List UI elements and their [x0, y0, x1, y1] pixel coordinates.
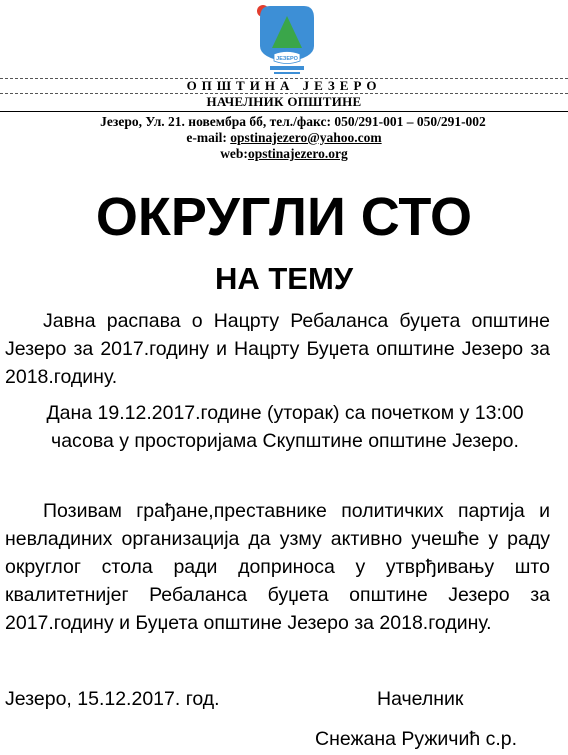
- contact-address: Језеро, Ул. 21. новембра бб, тел./факс: 050/291-001 – 050/291-002: [100, 114, 486, 129]
- web-label: web:: [220, 146, 248, 161]
- email-label: e-mail:: [186, 130, 231, 145]
- header-bottom-rule: [0, 111, 568, 112]
- body-paragraph-date: Дана 19.12.2017.године (уторак) са почетком у 13:00 часова у просторијама Скупштине општине Језеро.: [46, 402, 524, 452]
- logo-water: [270, 66, 304, 70]
- body-paragraph-topic: Јавна распава о Нацрту Ребаланса буџета општине Језеро за 2017.годину и Нацрту Буџета општине Језеро за 2018.годину.: [5, 310, 550, 388]
- email-link[interactable]: opstinajezero@yahoo.com: [230, 130, 382, 145]
- web-link[interactable]: opstinajezero.org: [247, 146, 348, 161]
- logo-text: ЈЕЗЕРО: [276, 56, 298, 62]
- signature-name: Снежана Ружичић с.р.: [315, 728, 518, 750]
- page-subtitle: НА ТЕМУ: [214, 261, 354, 296]
- body-paragraph-invitation: Позивам грађане,преставнике политичких партија и невладиних организација да узму активно учешће у раду округлог стола ради доприноса у утврђивању што квалитетнијег Ребаланса буџета општине Језеро за 2017.годину и Буџета општине Језеро за 2018.годину.: [5, 500, 550, 634]
- signature-title: Начелник: [377, 688, 464, 710]
- page-title: ОКРУГЛИ СТО: [95, 187, 473, 247]
- contact-email: [0, 130, 568, 146]
- contact-web: [0, 146, 568, 162]
- place-date: Језеро, 15.12.2017. год.: [5, 688, 220, 710]
- logo-water-line: [274, 72, 300, 74]
- mayor-office: НАЧЕЛНИК ОПШТИНЕ: [206, 94, 362, 109]
- municipality-logo: [256, 2, 318, 76]
- municipality-name: ОПШТИНА ЈЕЗЕРО: [186, 78, 382, 93]
